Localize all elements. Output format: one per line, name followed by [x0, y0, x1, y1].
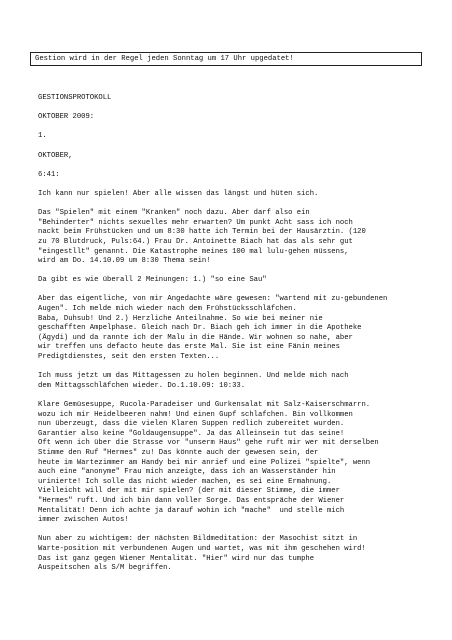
text-line: Ich muss jetzt um das Mittagessen zu holen beginnen. Und melde mich nach [38, 372, 349, 381]
text-line: nun überzeugt, dass die vielen Klaren Suppen redlich zubereitet wurden. [38, 420, 345, 429]
text-line: Ich kann nur spielen! Aber alle wissen das längst und hüten sich. [38, 189, 319, 198]
text-line: Aber das eigentliche, von mir Angedachte wäre gewesen: "wartend mit zu-gebundenen [38, 295, 388, 304]
paragraph [38, 152, 438, 162]
text-line: heute im Wartezimmer am Handy bei mir anrief und eine Polizei "spielte", wenn [38, 458, 371, 467]
text-line: wir treffen uns defacto heute das erste Mal. Sie ist eine Fänin meines [38, 343, 340, 352]
paragraph [38, 276, 438, 286]
text-line: 1. [38, 132, 47, 141]
text-line: Vielleicht will der mit mir spielen? (der mit dieser Stimme, die immer [38, 487, 340, 496]
paragraph [38, 190, 438, 200]
paragraph-gap [38, 123, 438, 133]
text-line: "Hermes" ruft. Und ich bin dann voller Sorge. Das entspräche der Wiener [38, 496, 345, 505]
text-line: Klare Gemüsesuppe, Rucola-Paradeiser und Gurkensalat mit Salz-Kaiserschmarrn. [38, 401, 371, 409]
text-line: OKTOBER 2009: [38, 113, 95, 122]
text-line: "Behinderter" nichts sexuelles mehr erwarten? Um punkt Acht sass ich noch [38, 218, 353, 227]
paragraph [38, 295, 438, 362]
text-line: immer zwischen Autos! [38, 516, 129, 525]
text-line: Da gibt es wie überall 2 Meinungen: 1.) "so eine Sau" [38, 276, 267, 285]
text-line: (Ägydi) und da rannte ich der Malu in die Hände. Wir wohnen so nahe, aber [38, 333, 353, 342]
text-line: "eingestllt" genannt. Die Katastrophe meines 100 mal lulu-gehen müssens, [38, 247, 349, 256]
paragraph [38, 401, 438, 526]
text-line: Auspeitschen als S/M begriffen. [38, 564, 172, 573]
paragraph-gap [38, 391, 438, 401]
paragraph [38, 535, 438, 573]
text-line: Baba, Duhsub! Und 2.) Herzliche Anteilnahme. So wie bei meiner nie [38, 314, 323, 323]
protocol-body [38, 94, 438, 574]
text-line: Predigtdienstes, seit den ersten Texten... [38, 353, 220, 362]
paragraph [38, 171, 438, 181]
paragraph-gap [38, 200, 438, 210]
update-notice-text: Gestion wird in der Regel jeden Sonntag um 17 Uhr upgedatet! [35, 55, 294, 63]
text-line: nackt beim Frühstücken und um 8:30 hatte ich Termin bei der Hausärztin. (120 [38, 228, 366, 237]
paragraph-gap [38, 286, 438, 296]
paragraph [38, 372, 438, 391]
text-line: Nun aber zu wichtigem: der nächsten Bildmeditation: der Masochist sitzt in [38, 535, 358, 544]
text-line: OKTOBER, [38, 151, 73, 160]
text-line: zu 70 Blutdruck, Puls:64.) Frau Dr. Antoinette Biach hat das als sehr gut [38, 237, 353, 246]
paragraph-gap [38, 267, 438, 277]
text-line: Stimme den Ruf "Hermes" zu! Das könnte auch der gewesen sein, der [38, 448, 319, 457]
text-line: Warte-position mit verbundenen Augen und wartet, was mit ihm geschehen wird! [38, 544, 366, 553]
text-line: dem Mittagsschläfchen wieder. Do.1.10.09: 10:33. [38, 381, 246, 390]
text-line: GESTIONSPROTOKOLL [38, 94, 112, 102]
text-line: auch eine "anonyme" Frau mich anzeigte, dass ich an Wasserständer hin [38, 468, 336, 477]
text-line: 6:41: [38, 170, 60, 179]
text-line: wozu ich mir Heidelbeeren nahm! Und einen Gupf schlafchen. Bin vollkommen [38, 410, 353, 419]
paragraph-gap [38, 526, 438, 536]
text-line: Das ist ganz gegen Wiener Mentalität. "Hier" wird nur das tumphe [38, 554, 315, 563]
paragraph-gap [38, 142, 438, 152]
text-line: Oft wenn ich über die Strasse vor "unserm Haus" gehe ruft mir wer mit derselben [38, 439, 379, 448]
paragraph-gap [38, 161, 438, 171]
paragraph [38, 94, 438, 104]
text-line: urinierte! Ich solle das nicht wieder machen, es sei eine Ermahnung. [38, 477, 332, 486]
paragraph [38, 132, 438, 142]
update-notice-box [30, 52, 422, 66]
text-line: geschafften Ampelphase. Gleich nach Dr. Biach geh ich immer in die Apotheke [38, 324, 362, 333]
paragraph-gap [38, 104, 438, 114]
paragraph [38, 209, 438, 267]
text-line: Mentalität! Denn ich achte ja darauf wohin ich "mache" und stelle mich [38, 506, 345, 515]
text-line: wird am Do. 14.10.09 um 8:30 Thema sein! [38, 257, 211, 266]
paragraph [38, 113, 438, 123]
text-line: Garantier also keine "Goldaugensuppe". Ja das Alleinsein tut das seine! [38, 429, 345, 438]
paragraph-gap [38, 180, 438, 190]
paragraph-gap [38, 363, 438, 373]
text-line: Das "Spielen" mit einem "Kranken" noch dazu. Aber darf also ein [38, 209, 310, 218]
text-line: Augen". Ich melde mich wieder nach dem Frühstücksschläfchen. [38, 305, 297, 314]
